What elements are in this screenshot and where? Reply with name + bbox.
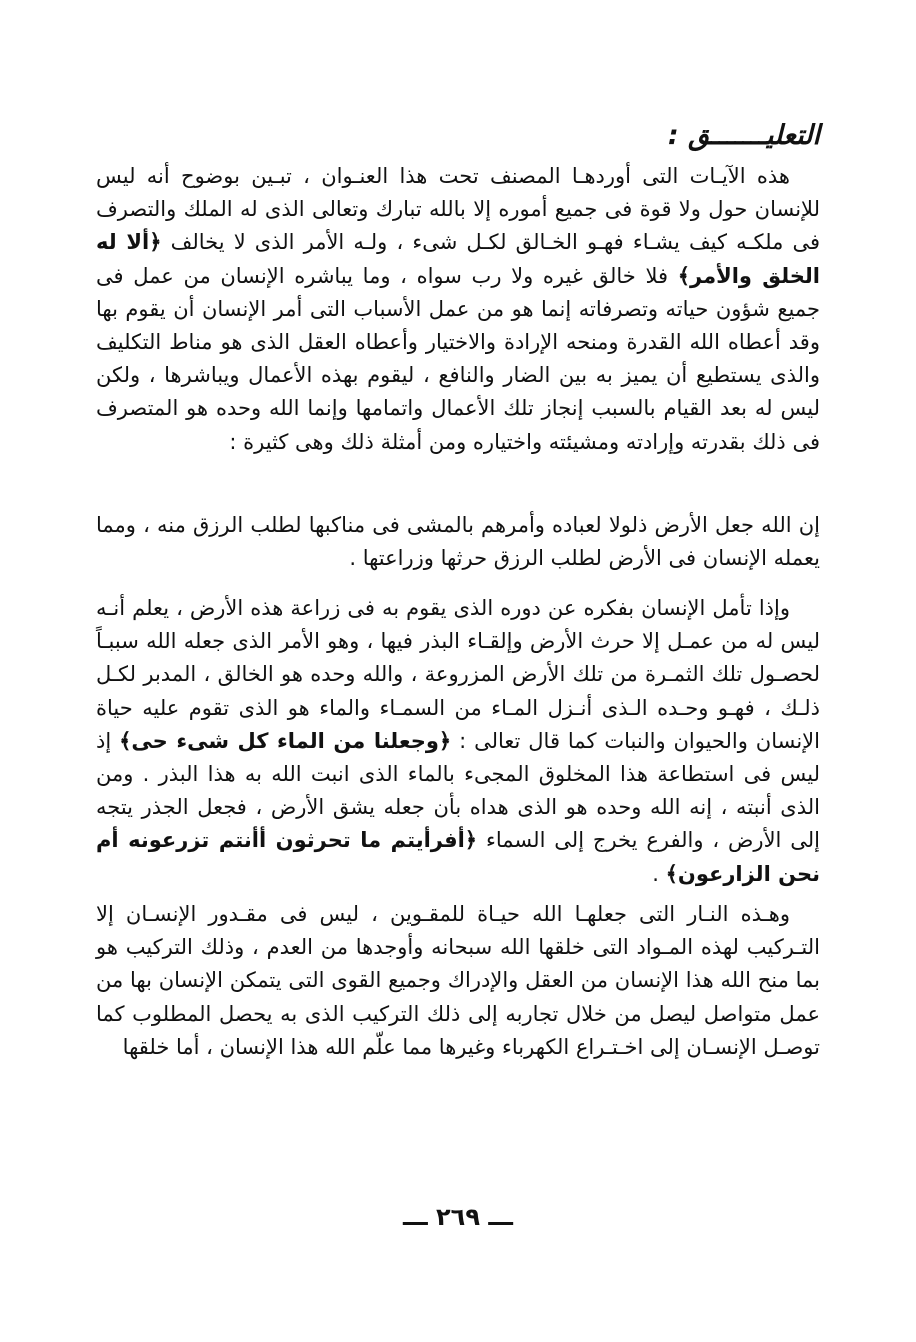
- paragraph-text: .: [652, 861, 666, 886]
- commentary-paragraph-1-block: [96, 160, 820, 459]
- paragraph-text: وهـذه النـار التى جعلهـا الله حيـاة للمقـوين ، ليس فى مقـدور الإنسـان إلا التـركيب لهذه المـواد التى خلقها الله سبحانه وأوجدها من العدم ، وذلك التركيب هو بما منح الله هذا الإنسان من العقل والإدراك وجميع القوى التى يتمكن الإنسان بها من عمل متواصل ليصل من خلال تجاربه إلى ذلك التركيب الذى به يحصل المطلوب كما توصـل الإنسـان إلى اخـتـراع الكهرباء وغيرها مما علّم الله هذا الإنسان ، أما خلقها: [96, 902, 820, 1059]
- commentary-paragraph: [96, 592, 820, 891]
- commentary-paragraph-4-block: [96, 898, 820, 1064]
- commentary-paragraph-3-block: [96, 592, 820, 891]
- paragraph-text: وإذا تأمل الإنسان بفكره عن دوره الذى يقوم به فى زراعة هذه الأرض ، يعلم أنـه ليس له من عمـل إلا حرث الأرض وإلقـاء البذر فيها ، وهو الأمر الذى جعله الله سببـاً لحصـول تلك الثمـرة من تلك الأرض المزروعة ، والله وحده هو الخالق ، المدبر لكـل ذلـك ، فهـو وحـده الـذى أنـزل المـاء من السمـاء والماء هو الذى تقوم عليه حياة الإنسان والحيوان والنبات كما قال تعالى :: [96, 596, 820, 753]
- page-number: ـــ ٢٦٩ ـــ: [403, 1203, 513, 1231]
- quranic-verse: ﴿وجعلنا من الماء كل شىء حى﴾: [119, 728, 452, 753]
- paragraph-text: إن الله جعل الأرض ذلولا لعباده وأمرهم بالمشى فى مناكبها لطلب الرزق منه ، ومما يعمله الإنسان فى الأرض لطلب الرزق حرثها وزراعتها .: [96, 513, 820, 571]
- commentary-paragraph: [96, 898, 820, 1064]
- paragraph-text: هذه الآيـات التى أوردهـا المصنف تحت هذا العنـوان ، تبـين بوضوح أنه ليس للإنسان حول ولا قوة فى جميع أموره إلا بالله تبارك وتعالى الذى له الملك والتصرف فى ملكـه كيف يشـاء فهـو الخـالق لكـل شىء ، ولـه الأمر الذى لا يخالف: [96, 164, 821, 255]
- commentary-paragraph: [96, 160, 820, 459]
- commentary-paragraph-2-block: [96, 509, 820, 575]
- quranic-verse: ﴿أفرأيتم ما تحرثون أأنتم تزرعونه أم نحن الزارعون﴾: [96, 828, 820, 886]
- section-heading: التعليـــــــق :: [667, 120, 820, 151]
- paragraph-text: فلا خالق غيره ولا رب سواه ، وما يباشره الإنسان من عمل فى جميع شؤون حياته وتصرفاته إنما هو من عمل الأسباب التى أمر الإنسان أن يقوم بها وقد أعطاه الله القدرة ومنحه الإرادة والاختيار وأعطاه العقل الذى هو مناط التكليف والذى يستطيع أن يميز به بين الضار والنافع ، ليقوم بهذه الأعمال ويباشرها ، ولكن ليس له بعد القيام بالسبب إنجاز تلك الأعمال واتمامها وإنما الله وحده هو المتصرف فى ذلك بقدرته وإرادته ومشيئته واختياره ومن أمثلة ذلك وهى كثيرة :: [96, 263, 820, 454]
- commentary-paragraph: [96, 509, 820, 575]
- paragraph-text: إذ ليس فى استطاعة هذا المخلوق المجىء بالماء الذى انبت الله به هذا البذر . ومن الذى أنبته ، إنه الله وحده هو الذى هداه بأن جعله يشق الأرض ، فجعل الجذر يتجه إلى الأرض ، والفرع يخرج إلى السماء: [96, 728, 821, 853]
- quranic-verse: ﴿ألا له الخلق والأمر﴾: [96, 230, 821, 288]
